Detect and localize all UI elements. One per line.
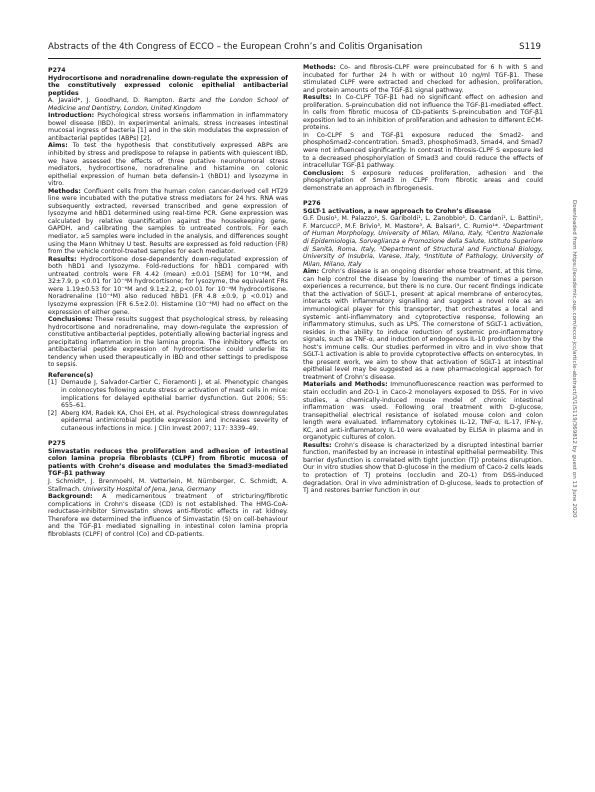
section-results <box>48 256 288 316</box>
section-results <box>303 442 543 495</box>
section-results <box>303 94 543 132</box>
section-label: Aims: <box>48 142 68 150</box>
section-text: Co- and fibrosis-CLPF were preincubated for 6 h with S and incubated for further 24 h with or without 10 ng/ml TGF-β1. These stimulated CLPF were extracted and checked for adhesion, proliferation, and protein amounts of the TGF-β1 signal pathway. <box>303 64 543 94</box>
abstract-id: P274 <box>48 67 66 74</box>
author-list: G.F. Dusio¹, M. Palazzo¹, S. Gariboldi¹, L. Zanobbio¹, D. Cardani¹, L. Battini¹, F. Marcucci², M.F. Brivio³, M. Mastore³, A. Balsari⁴, C. Rumio¹*. <box>303 215 543 230</box>
section-conclusions <box>48 316 288 369</box>
section-background <box>48 493 288 538</box>
section-text: To test the hypothesis that constitutively expressed ABPs are inhibited by stress and predispose to relapse in patients with quiescent IBD, we have assessed the effects of three putative neurohumoral stress mediators, hydrocortisone, noradrenaline and histamine on colonic epithelial expression of human beta defensin-1 (hBD1) and lysozyme in vitro. <box>48 142 288 188</box>
section-methods <box>303 64 543 94</box>
abstract-title: Hydrocortisone and noradrenaline down-regulate the expression of the constitutively expressed colonic epithelial antibacterial peptides <box>48 74 288 97</box>
section-methods <box>48 188 288 256</box>
abstract-id: P275 <box>48 440 66 448</box>
section-label: Methods: <box>303 64 336 71</box>
header-rule <box>48 58 541 59</box>
section-text: In Co-CLPF S and TGF-β1 exposure reduced the Smad2- and phosphoSmad2-concentration. Smad3, phosphoSmad3, Smad4, and Smad7 were not influenced significantly. In contrast in fibrosis-CLPF S exposure led to a decreased phosphorylation of Smad3 and could reduce the effects of intracellular TGF-β1 pathway. <box>303 131 543 170</box>
section-label: Conclusion: <box>303 169 344 177</box>
section-text: Confluent cells from the human colon cancer-derived cell HT29 line were incubated with the putative stress mediators for 24 hrs. RNA was subsequently extracted, reversed transcribed and gene expression of lysozyme and hBD1 determined using real-time PCR. Gene expression was calculated by relative quantification against the housekeeping gene, GAPDH, and calibrating the samples to untreated controls. For each mediator, ≥5 samples were included in the analysis, and differences sought using the Mann Whitney U test. Results are expressed as fold reduction (FR) from the vehicle control-treated samples for each mediator. <box>48 187 288 256</box>
section-materials-methods <box>303 381 543 441</box>
section-text: In Co-CLPF TGF-β1 had no significant effect on adhesion and proliferation. S-preincubation did not influence the TGF-β1-mediated effect. In cells from fibrotic mucosa of CD-patients S-preincubation and TGF-β1 exposition led to an inhibition of proliferation and adhesion to different ECM-proteins. <box>303 94 543 132</box>
section-aim <box>303 268 543 381</box>
section-text: S exposure reduces proliferation, adhesion and the phosphorylation of Smad3 in CLPF from fibrotic areas and could demonstrate an approach in fibrogenesis. <box>303 169 543 192</box>
reference-text: Aberg KM, Radek KA, Choi EH, et al. Psychological stress downregulates epidermal antimicrobial peptide expression and increases severity of cutaneous infections in mice. J Clin Invest 2007; 117: 3339–49. <box>61 409 288 432</box>
page-number: S119 <box>519 42 541 52</box>
download-watermark <box>569 200 579 670</box>
left-column <box>48 64 288 538</box>
section-label: Conclusions: <box>48 316 93 324</box>
section-label: Aim: <box>303 268 319 276</box>
affiliation: Barts and the London School of Medicine and Dentistry, London, United Kingdom <box>48 97 288 112</box>
abstract-title: SGLT-1 activation, a new approach to Crohn’s disease <box>303 207 492 215</box>
abstract-title: Simvastatin reduces the proliferation and adhesion of intestinal colon lamina propria fibroblasts (CLPF) from fibrotic mucosa of patients with Crohn’s disease and modulates the Smad3-mediated TGF-β1 pathway <box>48 447 288 478</box>
section-label: Results: <box>303 441 332 449</box>
reference-text: Demaude J, Salvador-Cartier C, Fioramonti J, et al. Phenotypic changes in colonocytes following acute stress or activation of mast cells in mice: implications for delayed epithelial barrier dysfunction. Gut 2006; 55: 655–61. <box>61 379 288 410</box>
section-label: Results: <box>303 94 332 102</box>
abstract-authors <box>48 478 288 493</box>
section-label: Materials and Methods: <box>303 381 388 389</box>
reference-item <box>48 410 288 433</box>
abstract-authors <box>48 97 288 112</box>
section-label: Results: <box>48 255 77 263</box>
section-text: Crohn’s disease is characterized by a disrupted intestinal barrier function, manifested by an increase in intestinal epithelial permeability. This barrier dysfunction is correlated with tight junction (TJ) proteins disruption. Our in vitro studies show that D-glucose in the medium of Caco-2 cells leads to protection of TJ proteins (occludin and ZO-1) from DSS-induced degradation. Oral in vivo administration of D-glucose, leads to protection of TJ and restores barrier function in our <box>303 441 543 495</box>
running-head <box>48 40 541 54</box>
section-text: Immunofluorescence reaction was performed to stain occludin and ZO-1 in Caco-2 monolayers exposed to DSS. For in vivo studies, a chemically-induced mouse model of chronic intestinal inflammation was used. Following oral treatment with D-glucose, transepithelial electrical resistance of isolated mouse colon and colon length were evaluated. Inflammatory cytokines IL-12, TNF-α, IL-17, IFN-γ, KC, and anti-inflammatory IL-10 were evaluated by ELISA in plasma and in organotypic cultures of colon. <box>303 381 543 442</box>
author-list: A. Javaid*, J. Goodhand, D. Rampton. <box>48 97 175 105</box>
section-label: Introduction: <box>48 112 95 120</box>
section-results-continued <box>303 132 543 170</box>
affiliation: University Hospital of Jena, Jena, Germany <box>83 485 216 493</box>
section-text: Hydrocortisone dose-dependently down-regulated expression of both hBD1 and lysozyme. Fold-reductions for hBD1 compared with untreated controls were FR 4.42 (mean) ±0.01 [SEM] for 10⁻⁶M, and 32±7.9, p <0.01 for 10⁻⁴M hydrocortisone; for lysozyme, the equivalent FRs were 1.19±0.53 for 10⁻⁶M and 9.1±2.2, p<0.01 for 10⁻⁴M hydrocortisone. Noradrenaline (10⁻⁴M) also reduced hBD1 (FR 4.8 ±0.9, p <0.01) and lysozyme expression (FR 6.5±2.0). Histamine (10⁻⁴M) had no effect on the expression of either gene. <box>48 255 288 316</box>
download-note-text: Downloaded from https://academic.oup.com/ecco-jcc/article-abstract/3/1/S119/369812 by guest on 13 June 2020 <box>571 200 577 518</box>
reference-number: [1] <box>48 379 57 387</box>
right-column <box>303 64 543 495</box>
journal-line: Abstracts of the 4th Congress of ECCO – the European Crohn’s and Colitis Organisation <box>48 42 423 52</box>
section-label: Background: <box>48 493 93 501</box>
reference-item <box>48 379 288 409</box>
section-aims <box>48 142 288 187</box>
references-heading: Reference(s) <box>48 371 94 379</box>
abstract-id: P276 <box>303 200 321 208</box>
author-list: J. Schmidt*, J. Brenmoehl, M. Vetterlein, M. Nürnberger, C. Schmidt, A. Stallmach. <box>48 477 288 493</box>
affiliation: ¹Department of Human Morphology, University of Milan, Milano, Italy, ²Centro Nazionale di Epidemiologia, Sorveglianza e Promozione della Salute, Istituto Superiore di Sanità, Roma, Italy, ³Department of Structural and Functional Biology, University of Insubria, Varese, Italy, ⁴Institute of Pathology, University of Milan, Milano, Italy <box>303 222 543 268</box>
section-text: A medicamentous treatment of stricturing/fibrotic complications in Crohn’s disease (CD) is not established. The HMG-CoA-reductase-inhibitor Simvastatin shows anti-fibrotic effects in rat kidney. Therefore we determined the influence of Simvastatin (S) on cell-behaviour and the TGF-β1 mediated signalling in intestinal colon lamina propria fibroblasts (CLPF) of control (Co) and CD-patients. <box>48 493 288 538</box>
section-text: Crohn’s disease is an ongoing disorder whose treatment, at this time, can help control the disease by lowering the number of times a person experiences a recurrence, but there is no cure. Our recent findings indicate that the activation of SGLT-1, present at apical membrane of enterocytes, interacts with inflammatory signalling and suggest a novel role as an immunological player for this transporter, that orchestrates a local and systemic anti-inflammatory and cytoprotective response, following an inflammatory stimulus, such as LPS. The cornerstone of SGLT-1 activation, resides in the ability to induce reduction of systemic pro-inflammatory signals, such as TNF-α, and induction of endogenous IL-10 production by the host’s immune cells. Our studies performed in vitro and in vivo show that SGLT-1 activation is able to provide cytoprotective effects on enterocytes. In the present work, we aim to show that activation of SGLT-1 at intestinal epithelial level may be suggested as a new pharmacological approach for treatment of Crohn’s disease. <box>303 268 543 381</box>
reference-number: [2] <box>48 409 57 417</box>
section-label: Methods: <box>48 187 81 195</box>
abstract-authors <box>303 215 543 268</box>
section-text: These results suggest that psychological stress, by releasing hydrocortisone and noradrenaline, may down-regulate the expression of constitutive antibacterial peptides, potentially allowing bacterial ingress and precipitating inflammation in the lamina propria. The inhibitory effects on antibacterial peptide expression of hydrocortisone could underlie its tendency when used therapeutically in IBD and other settings to predispose to sepsis. <box>48 316 288 369</box>
section-introduction <box>48 112 288 142</box>
section-conclusion <box>303 170 543 193</box>
section-text: Psychological stress worsens inflammation in inflammatory bowel disease (IBD). In experimental animals, stress increases intestinal mucosal ingress of bacteria [1] and in the skin modulates the expression of antibacterial peptides (ABPs) [2]. <box>48 112 288 142</box>
